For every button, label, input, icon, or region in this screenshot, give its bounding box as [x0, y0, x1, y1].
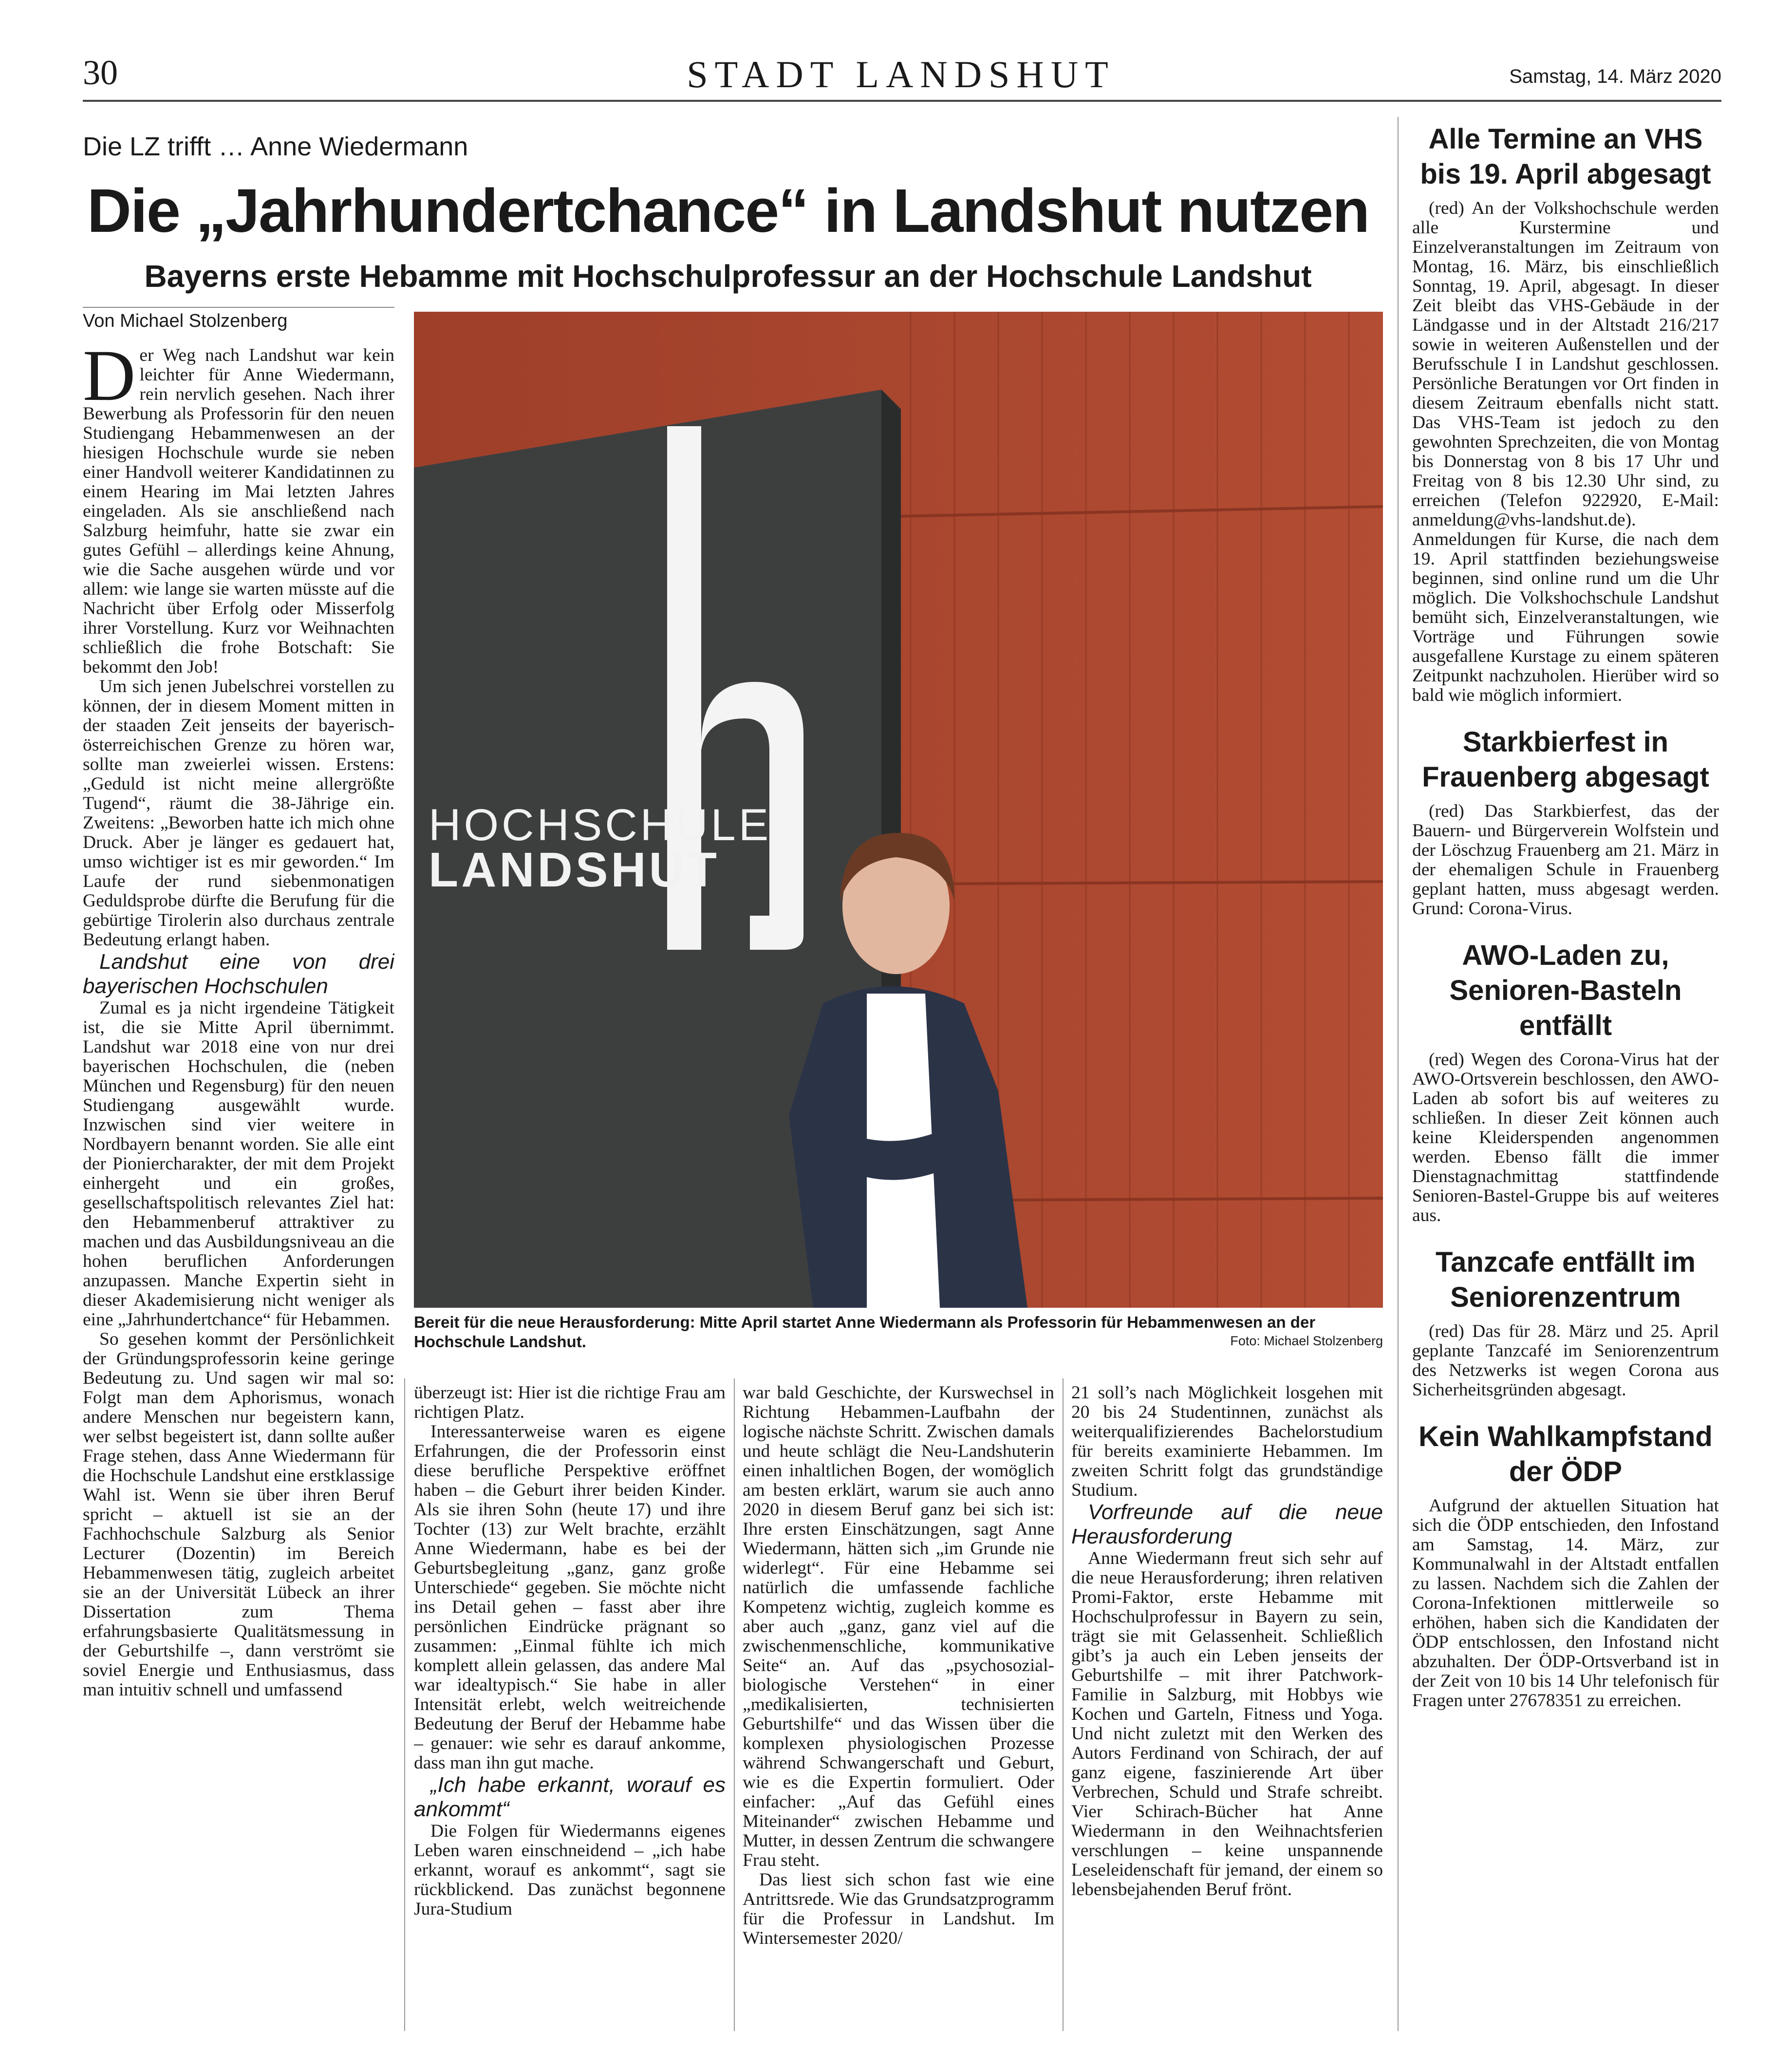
news-text: (red) Wegen des Corona-Virus hat der AWO-Ortsverein beschlossen, den AWO-Laden ab sofort bis auf weiteres zu schließen. In dieser Zeit können auch keine Kleiderspenden angenommen werden. Ebenso fällt die immer Dienstagnachmittag stattfindende Senioren-Bastel-Gruppe bis auf weiteres aus. — [1412, 1050, 1719, 1225]
issue-date: Samstag, 14. März 2020 — [1509, 66, 1721, 87]
paragraph: überzeugt ist: Hier ist die richtige Frau am richtigen Platz. — [414, 1383, 726, 1422]
article-rubric: Die LZ trifft … Anne Wiedermann — [83, 132, 468, 161]
article-column-1 — [83, 346, 394, 2031]
paragraph: Interessanterweise waren es eigene Erfahrungen, die der Professorin einst diese berufliche Perspektive eröffnet haben – die Geburt ihrer beiden Kinder. Als sie ihren Sohn (heute 17) und ihre Tochter (13) zur Welt brachte, erzählt Anne Wiedermann, habe es bei der Geburtsbegleitung „ganz, ganz große Unterschiede“ gegeben. Sie möchte nicht ins Detail gehen – fasst aber ihre persönlichen Eindrücke prägnant so zusammen: „Einmal fühlte ich mich komplett allein gelassen, das andere Mal war idealtypisch.“ Sie habe in aller Intensität erlebt, welch weitreichende Bedeutung der Beruf der Hebamme habe – genauer: wie sehr es darauf ankomme, dass man ihn gut mache. — [414, 1422, 726, 1773]
photo-credit: Foto: Michael Stolzenberg — [1230, 1334, 1383, 1348]
column-divider — [1063, 1378, 1064, 2031]
article-column-3 — [743, 1383, 1054, 2031]
photo-illustration — [414, 312, 1383, 1308]
news-headline: Alle Termine an VHS bis 19. April abgesagt — [1420, 123, 1711, 190]
masthead-rule — [83, 100, 1721, 102]
section-title: STADT LANDSHUT — [687, 53, 1115, 95]
news-headline: Starkbierfest in Frauenberg abgesagt — [1422, 726, 1709, 793]
news-item — [1412, 725, 1719, 919]
news-headline: AWO-Laden zu, Senioren-Basteln entfällt — [1449, 940, 1682, 1041]
intertitle: „Ich habe erkannt, worauf es ankommt“ — [414, 1773, 726, 1821]
byline-rule — [83, 307, 394, 308]
news-item — [1412, 122, 1719, 705]
paragraph: 21 soll’s nach Möglichkeit losgehen mit 20 bis 24 Studentinnen, zunächst als weiterqualifizierendes Bachelorstudium für bereits examinierte Hebammen. Im zweiten Schritt folgt das grundständige Studium. — [1071, 1383, 1383, 1500]
paragraph: Anne Wiedermann freut sich sehr auf die neue Herausforderung; ihren relativen Promi-Faktor, erste Hebamme mit Hochschulprofessur in Bayern zu sein, trägt sie mit Gelassenheit. Schließlich gibt’s ja auch ein Leben jenseits der Geburtshilfe – mit ihrer Patchwork-Familie in Salzburg, mit Hobbys wie Kochen und Garteln, Fitness und Yoga. Und nicht zuletzt mit den Werken des Autors Ferdinand von Schirach, der auf ganz eigene, faszinierende Art über Verbrechen, Schuld und Strafe schreibt. Vier Schirach-Bücher hat Anne Wiedermann in den Weihnachtsferien verschlungen – keine unspannende Leseleidenschaft für jemand, der einem so lebensbejahenden Beruf frönt. — [1071, 1548, 1383, 1900]
news-text: (red) An der Volkshochschule werden alle Kurstermine und Einzelveranstaltungen im Zeitraum von Montag, 16. März, bis einschließlich Sonntag, 19. April, abgesagt. In dieser Zeit bleibt das VHS-Gebäude in der Ländgasse und in der Altstadt 216/217 sowie in weiteren Außenstellen und der Berufsschule I in Landshut geschlossen. Persönliche Beratungen vor Ort finden in diesem Zeitraum ebenfalls nicht statt. Das VHS-Team ist jedoch zu den gewohnten Sprechzeiten, die von Montag bis Donnerstag von 8 bis 17 Uhr und Freitag von 8 bis 12.30 Uhr sind, zu erreichen (Telefon 922920, E-Mail: anmeldung@vhs-landshut.de). Anmeldungen für Kurse, die nach dem 19. April stattfinden beziehungsweise beginnen, sind online rund um die Uhr möglich. Die Volkshochschule Landshut bemüht sich, Einzelveranstaltungen, wie Vorträge und Führungen sowie ausgefallene Kurstage zu einem späteren Zeitpunkt nachzuholen. Hierüber wird so bald wie möglich informiert. — [1412, 198, 1719, 705]
article-subheadline: Bayerns erste Hebamme mit Hochschulprofessur an der Hochschule Landshut — [144, 259, 1312, 294]
paragraph: Die Folgen für Wiedermanns eigenes Leben waren einschneidend – „ich habe erkannt, worauf es ankommt“, sagt sie rückblickend. Das zunächst begonnene Jura-Studium — [414, 1821, 726, 1919]
intertitle: Vorfreunde auf die neue Herausforderung — [1071, 1500, 1383, 1548]
article-photo — [414, 312, 1383, 1308]
news-item — [1412, 938, 1719, 1225]
byline: Von Michael Stolzenberg — [83, 311, 288, 331]
sidebar-news — [1412, 122, 1719, 2031]
sign-line-2: LANDSHUT — [429, 843, 720, 897]
news-item — [1412, 1419, 1719, 1711]
news-text: (red) Das Starkbierfest, das der Bauern- und Bürgerverein Wolfstein und der Löschzug Frauenberg am 21. März in der ehemaligen Schule in Frauenberg geplant hatten, muss abgesagt werden. Grund: Corona-Virus. — [1412, 801, 1719, 919]
paragraph: Das liest sich schon fast wie eine Antrittsrede. Wie das Grundsatzprogramm für die Professur in Landshut. Im Wintersemester 2020/ — [743, 1870, 1054, 1948]
news-item — [1412, 1245, 1719, 1400]
article-headline: Die „Jahrhundertchance“ in Landshut nutzen — [87, 176, 1369, 245]
column-divider — [404, 1378, 405, 2031]
photo-caption: Bereit für die neue Herausforderung: Mitte April startet Anne Wiedermann als Professorin für Hebammenwesen an der Hochschule Landshut. — [414, 1313, 1316, 1351]
article-column-4 — [1071, 1383, 1383, 2031]
paragraph: war bald Geschichte, der Kurswechsel in Richtung Hebammen-Laufbahn der logische nächste Schritt. Zwischen damals und heute schlägt die Neu-Landshuterin einen inhaltlichen Bogen, der womöglich am besten erklärt, warum sie auch anno 2020 in diesem Beruf ganz bei sich ist: Ihre ersten Einschätzungen, sagt Anne Wiedermann, hätten sich „im Grunde nie widerlegt“. Für eine Hebamme sei natürlich die umfassende fachliche Kompetenz wichtig, zugleich komme es aber auch „ganz, ganz viel auf die zwischenmenschliche, kommunikative Seite“ an. Auf das „psychosozial-biologische Verstehen“ in einer „medikalisierten, technisierten Geburtshilfe“ und das Wissen über die komplexen physiologischen Prozesse während Schwangerschaft und Geburt, wie es die Expertin formuliert. Oder einfacher: „Auf das Gefühl eines Miteinander“ zwischen Hebamme und Mutter, in dessen Zentrum die schwangere Frau steht. — [743, 1383, 1054, 1870]
paragraph: Um sich jenen Jubelschrei vorstellen zu können, der in diesem Moment mitten in der staaden Zeit jenseits der bayerisch-österreichischen Grenze zu hören war, sollte man zweierlei wissen. Erstens: „Geduld ist nicht meine allergrößte Tugend“, räumt die 38-Jährige ein. Zweitens: „Beworben hatte ich mich ohne Druck. Aber je länger es gedauert hat, umso wichtiger ist es mir geworden.“ Im Laufe der rund siebenmonatigen Geduldsprobe dürfte die Berufung für die gebürtige Tirolerin also durchaus zentrale Bedeutung erlangt haben. — [83, 677, 394, 950]
sidebar-divider — [1398, 117, 1399, 2031]
intertitle: Landshut eine von drei bayerischen Hochschulen — [83, 950, 394, 998]
news-text: Aufgrund der aktuellen Situation hat sich die ÖDP entschieden, den Infostand am Samstag, 14. März, zur Kommunalwahl in der Altstadt entfallen zu lassen. Nachdem sich die Zahlen der Corona-Infektionen mittlerweile so erhöhen, haben sich die Kandidaten der ÖDP entschlossen, den Infostand nicht abzuhalten. Der ÖDP-Ortsverband ist in der Zeit von 10 bis 14 Uhr telefonisch für Fragen unter 27678351 zu erreichen. — [1412, 1496, 1719, 1711]
drop-cap: D — [83, 346, 136, 416]
paragraph: Zumal es ja nicht irgendeine Tätigkeit ist, die sie Mitte April übernimmt. Landshut war 2018 eine von nur drei bayerischen Hochschulen, die (neben München und Regensburg) für den neuen Studiengang ausgewählt wurde. Inzwischen sind vier weitere in Nordbayern benannt worden. Sie alle eint der Pioniercharakter, der mit dem Projekt einhergeht und ein großes, gesellschaftspolitisch relevantes Ziel hat: den Hebammenberuf attraktiver zu machen und das Ausbildungsniveau an die hohen beruflichen Anforderungen anzupassen. Manche Expertin sieht in dieser Akademisierung nicht weniger als eine „Jahrhundertchance“ für Hebammen. — [83, 998, 394, 1330]
news-text: (red) Das für 28. März und 25. April geplante Tanzcafé im Seniorenzentrum des Netzwerks ist wegen Corona aus Sicherheitsgründen abgesagt. — [1412, 1321, 1719, 1400]
sign-line-1: HOCHSCHULE — [429, 800, 772, 850]
article-column-2 — [414, 1383, 726, 2031]
news-headline: Kein Wahlkampfstand der ÖDP — [1419, 1421, 1713, 1487]
column-divider — [734, 1378, 735, 2031]
paragraph: er Weg nach Landshut war kein leichter für Anne Wiedermann, rein nervlich gesehen. Nach ihrer Bewerbung als Professorin für den neuen Studiengang Hebammenwesen an der hiesigen Hochschule wurde sie neben einer Handvoll weiterer Kandidatinnen zu einem Hearing im Mai letzten Jahres eingeladen. Als sie anschließend nach Salzburg heimfuhr, hatte sie zwar ein gutes Gefühl – allerdings keine Ahnung, wie die Sache ausgehen würde und vor allem: wie lange sie warten müsste auf die Nachricht über Erfolg oder Misserfolg ihrer Vorstellung. Kurz vor Weihnachten schließlich die frohe Botschaft: Sie bekommt den Job! — [83, 346, 394, 677]
page-number: 30 — [83, 53, 118, 92]
news-headline: Tanzcafe entfällt im Seniorenzentrum — [1436, 1246, 1696, 1313]
paragraph: So gesehen kommt der Persönlichkeit der Gründungsprofessorin keine geringe Bedeutung zu. Und sagen wir mal so: Folgt man dem Aphorismus, wonach andere Menschen nur begeistern kann, wer selbst begeistert ist, dann sollte außer Frage stehen, dass Anne Wiedermann für die Hochschule Landshut eine erstklassige Wahl ist. Wenn sie über ihren Beruf spricht – aktuell ist sie an der Fachhochschule Salzburg als Senior Lecturer (Dozentin) im Bereich Hebammenwesen tätig, zugleich arbeitet sie an der Universität Lübeck an ihrer Dissertation zum Thema erfahrungsbasierte Qualitätsmessung in der Geburtshilfe –, dann verströmt sie soviel Energie und Enthusiasmus, dass man intuitiv schnell und umfassend — [83, 1329, 394, 1700]
